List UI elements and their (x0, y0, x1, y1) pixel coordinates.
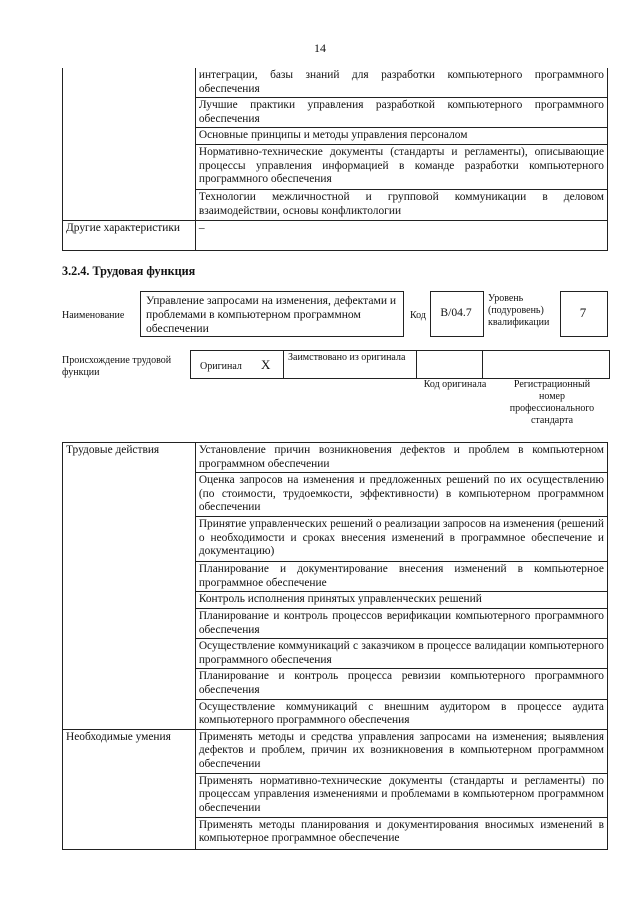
page-number: 14 (314, 41, 326, 55)
action-item: Оценка запросов на изменения и предложенных решений по их осуществлению (по стоимости, трудоемкости, эффективности) в компьютерном программном обеспечении (195, 473, 607, 517)
knowledge-item: интеграции, базы знаний для разработки компьютерного программного обеспечения (195, 68, 607, 98)
skills-label: Необходимые умения (63, 729, 196, 849)
name-value: Управление запросами на изменения, дефектами и проблемами в компьютерном программном обеспечении (146, 294, 397, 335)
action-item: Планирование и контроль процесса ревизии компьютерного программного обеспечения (195, 669, 607, 699)
other-characteristics-label: Другие характеристики (63, 220, 196, 250)
origin-original-label: Оригинал (200, 361, 242, 372)
other-characteristics-value: – (195, 220, 607, 250)
level-value: 7 (579, 305, 587, 320)
skill-item: Применять нормативно-технические документы (стандарты и регламенты) по процессам управления изменениями и проблемами в компьютерном программном обеспечении (195, 773, 607, 817)
action-item: Принятие управленческих решений о реализации запросов на изменения (решений о необходимости и сроках внесения изменений в программное обеспечение и документацию) (195, 517, 607, 562)
origin-reg-caption: Регистрационный номер профессионального стандарта (509, 379, 595, 426)
origin-divider (416, 350, 417, 378)
skill-item: Применять методы и средства управления запросами на изменения; выявления дефектов и проблем, причин их возникновения в компьютерном программном обеспечении (195, 729, 607, 773)
action-item: Осуществление коммуникаций с внешним аудитором в процессе аудита компьютерного программного обеспечения (195, 699, 607, 729)
section-heading: 3.2.4. Трудовая функция (62, 264, 196, 278)
name-label: Наименование (62, 310, 125, 321)
skill-item: Применять методы планирования и документирования вносимых изменений в компьютерное программное обеспечение (195, 817, 607, 849)
code-value: B/04.7 (440, 306, 472, 319)
action-item: Планирование и контроль процессов верификации компьютерного программного обеспечения (195, 608, 607, 638)
knowledge-item: Технологии межличностной и групповой коммуникации в деловом взаимодействии, основы конфликтологии (195, 189, 607, 220)
origin-borrowed-label: Заимствовано из оригинала (288, 352, 406, 363)
labor-function-table (62, 442, 608, 850)
origin-code-caption: Код оригинала (423, 379, 487, 390)
origin-divider (283, 350, 284, 378)
knowledge-item: Нормативно-технические документы (стандарты и регламенты), описывающие процессы управления информацией в команде разработки компьютерного программного обеспечения (195, 144, 607, 189)
origin-label: Происхождение трудовой функции (62, 355, 172, 378)
level-label: Уровень (подуровень) квалификации (488, 293, 550, 328)
action-item: Контроль исполнения принятых управленческих решений (195, 592, 607, 609)
code-label: Код (410, 310, 426, 321)
origin-mark: X (261, 357, 271, 372)
knowledge-table (62, 68, 608, 251)
knowledge-label-cell (63, 68, 196, 220)
actions-label: Трудовые действия (63, 443, 196, 730)
action-item: Планирование и документирование внесения изменений в компьютерное программное обеспечение (195, 562, 607, 592)
origin-divider (482, 350, 483, 378)
knowledge-item: Лучшие практики управления разработкой компьютерного программного обеспечения (195, 98, 607, 128)
action-item: Осуществление коммуникаций с заказчиком в процессе валидации компьютерного программного обеспечения (195, 639, 607, 669)
knowledge-item: Основные принципы и методы управления персоналом (195, 128, 607, 145)
action-item: Установление причин возникновения дефектов и проблем в компьютерном программном обеспечении (195, 443, 607, 473)
